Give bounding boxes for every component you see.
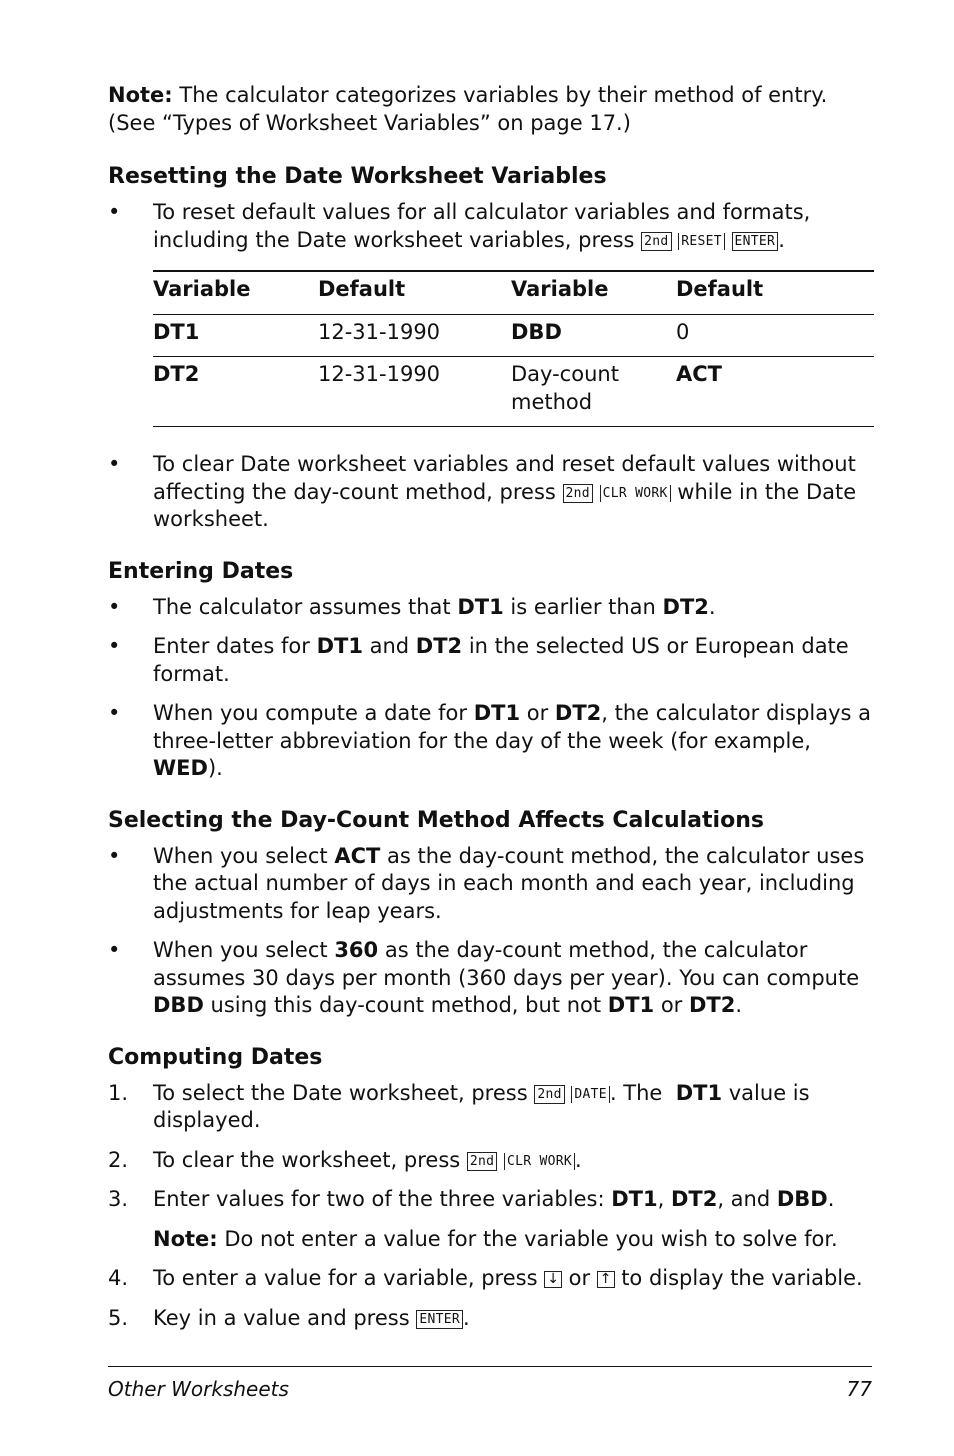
- table-cell: DT1: [153, 314, 318, 357]
- key-2nd: 2nd: [641, 232, 671, 251]
- step-number: 4.: [108, 1266, 129, 1290]
- step-item: 1. To select the Date worksheet, press 2nd DATE . The DT1 value is displayed.: [108, 1080, 810, 1132]
- step-item: 5. Key in a value and press ENTER .: [108, 1305, 874, 1333]
- step-item: 2. To clear the worksheet, press 2nd CLR WORK .: [108, 1147, 874, 1175]
- table-header-row: [153, 271, 874, 314]
- table-row: [153, 314, 874, 357]
- table-header: Default: [318, 277, 406, 301]
- step-item: 4. To enter a value for a variable, press ↓ or ↑ to display the variable.: [108, 1265, 874, 1293]
- table-header: Variable: [153, 277, 251, 301]
- list-item: • When you select 360 as the day-count method, the calculator assumes 30 days per month (360 days per year). You can compute DBD using this day-count method, but not DT1 or DT2.: [108, 938, 860, 1017]
- list-item: • When you compute a date for DT1 or DT2, the calculator displays a three-letter abbreviation for the day of the week (for example, WED).: [108, 701, 872, 780]
- table-cell: DT2: [153, 357, 318, 427]
- step-number: 1.: [108, 1080, 129, 1105]
- table-cell: 0: [676, 314, 874, 357]
- bullet-mark: •: [108, 843, 121, 868]
- down-arrow-key-icon: ↓: [544, 1271, 562, 1288]
- table-row: [153, 357, 874, 427]
- note-label: Note:: [108, 83, 173, 107]
- table-cell: ACT: [676, 357, 874, 427]
- heading-resetting: Resetting the Date Worksheet Variables: [108, 164, 607, 189]
- intro-note: [108, 82, 874, 137]
- table-cell: Day-count method: [511, 357, 676, 427]
- key-date: DATE: [571, 1086, 610, 1103]
- list-item: • Enter dates for DT1 and DT2 in the selected US or European date format.: [108, 634, 849, 686]
- bullet-mark: •: [108, 634, 121, 658]
- footer-section-title: Other Worksheets: [108, 1377, 289, 1401]
- step-note: Note: Do not enter a value for the variable you wish to solve for.: [153, 1226, 838, 1251]
- bullet-mark: •: [108, 701, 121, 725]
- key-enter: ENTER: [416, 1310, 463, 1329]
- key-clr-work: CLR WORK: [504, 1153, 575, 1170]
- step-item: 3. Enter values for two of the three variables: DT1, DT2, and DBD.: [108, 1186, 874, 1214]
- list-item: • When you select ACT as the day-count method, the calculator uses the actual number of days in each month and each year, including adjustments for leap years.: [108, 843, 865, 923]
- step-number: 5.: [108, 1305, 129, 1330]
- page-body: [108, 82, 874, 1344]
- note-label: Note:: [153, 1226, 218, 1251]
- key-2nd: 2nd: [534, 1085, 564, 1104]
- table-cell: DBD: [511, 314, 676, 357]
- list-item: • To clear Date worksheet variables and reset default values without affecting the day-count method, press 2nd CLR WORK while in the Date worksheet.: [108, 452, 857, 531]
- table-header: Variable: [511, 277, 609, 301]
- heading-entering-dates: Entering Dates: [108, 558, 294, 584]
- key-enter: ENTER: [732, 232, 779, 251]
- table-header: Default: [676, 277, 764, 301]
- key-2nd: 2nd: [467, 1152, 497, 1171]
- footer-page-number: 77: [846, 1377, 872, 1401]
- footer-rule: [108, 1366, 872, 1367]
- bullet-mark: •: [108, 594, 121, 619]
- key-clr-work: CLR WORK: [600, 485, 671, 502]
- table-cell: 12-31-1990: [318, 314, 511, 357]
- up-arrow-key-icon: ↑: [597, 1271, 615, 1288]
- step-number: 2.: [108, 1147, 129, 1172]
- bullet-mark: •: [108, 452, 121, 476]
- table-cell: 12-31-1990: [318, 357, 511, 427]
- heading-computing-dates: Computing Dates: [108, 1044, 323, 1070]
- list-item: • The calculator assumes that DT1 is earlier than DT2.: [108, 594, 874, 622]
- step-number: 3.: [108, 1187, 129, 1211]
- list-item: • To reset default values for all calculator variables and formats, including the Date worksheet variables, press 2nd RESET ENTER .: [108, 200, 811, 252]
- defaults-table: [153, 270, 874, 427]
- heading-day-count: Selecting the Day-Count Method Affects Calculations: [108, 807, 764, 833]
- bullet-mark: •: [108, 938, 121, 962]
- key-reset: RESET: [678, 233, 725, 250]
- bullet-mark: •: [108, 200, 121, 224]
- note-text: The calculator categorizes variables by their method of entry. (See “Types of Worksheet Variables” on page 17.): [108, 83, 828, 135]
- key-2nd: 2nd: [563, 484, 593, 503]
